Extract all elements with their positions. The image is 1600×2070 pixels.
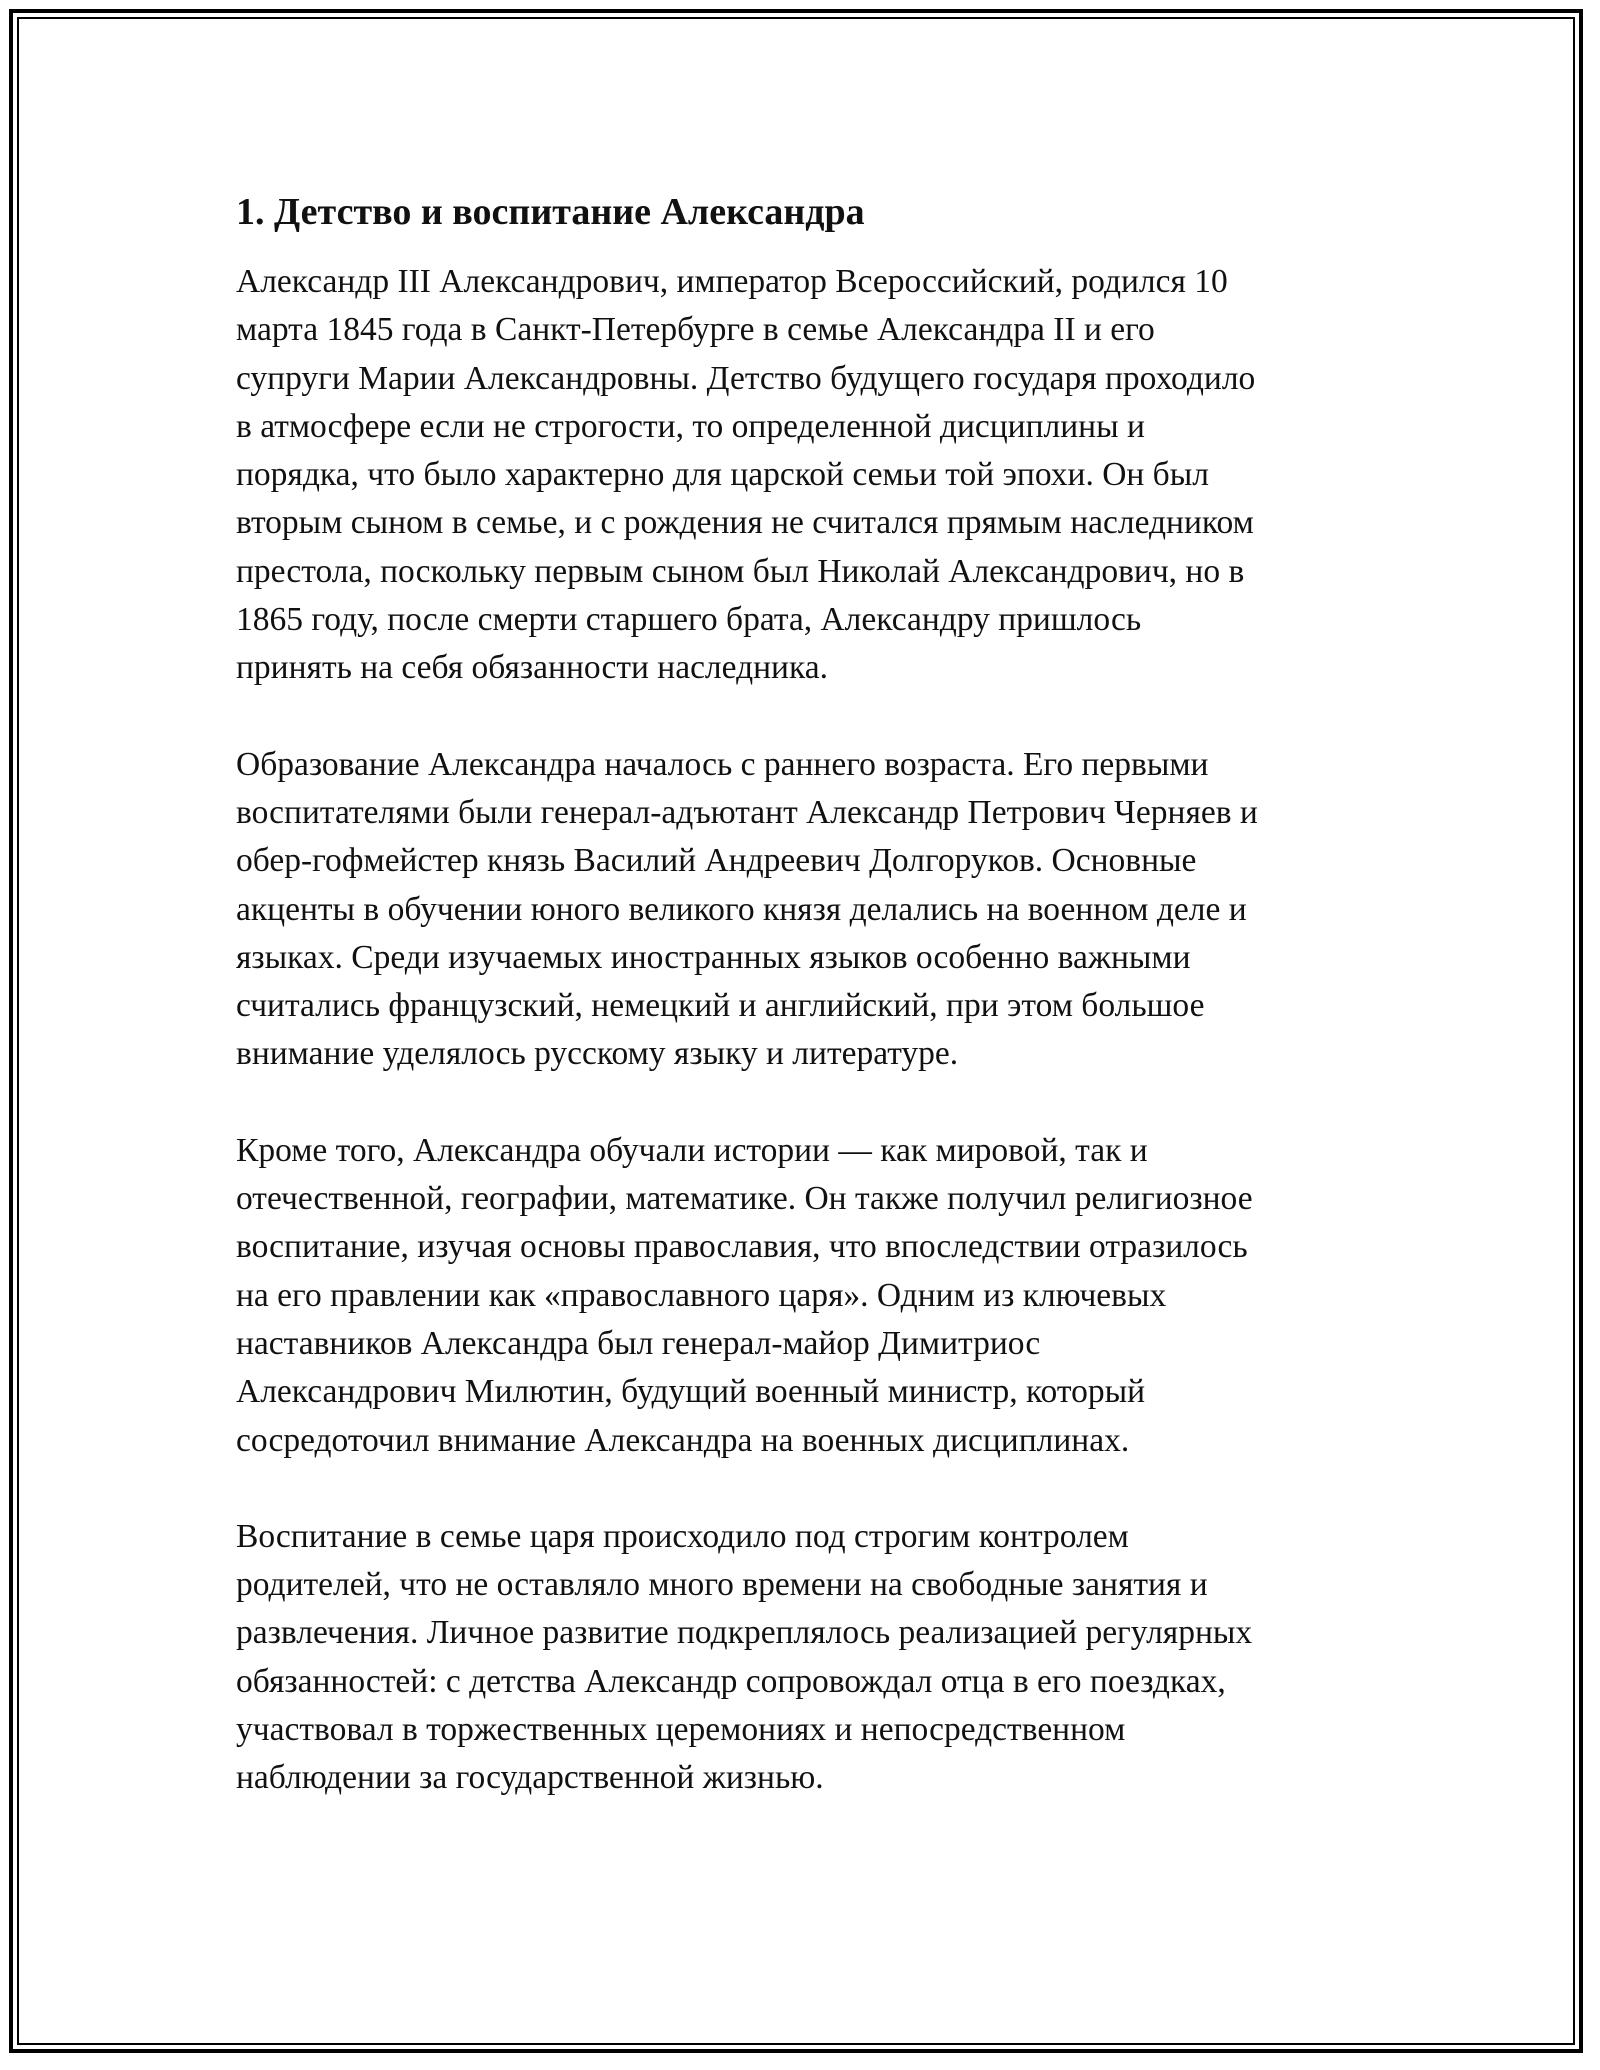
paragraph-3	[236, 1127, 1376, 1465]
text-line: воспитание, изучая основы православия, что впоследствии отразилось	[236, 1228, 1248, 1266]
text-line: 1865 году, после смерти старшего брата, Александру пришлось	[236, 601, 1142, 639]
text-line: Кроме того, Александра обучали истории — как мировой, так и	[236, 1131, 1148, 1169]
paragraph-4	[236, 1513, 1376, 1803]
text-line: престола, поскольку первым сыном был Николай Александрович, но в	[236, 552, 1245, 590]
text-line: супруги Марии Александровны. Детство будущего государя проходило	[236, 359, 1256, 397]
text-line: участвовал в торжественных церемониях и непосредственном	[236, 1711, 1126, 1749]
text-line: в атмосфере если не строгости, то определенной дисциплины и	[236, 407, 1145, 445]
text-line: воспитателями были генерал-адъютант Александр Петрович Черняев и	[236, 793, 1258, 831]
text-line: развлечения. Личное развитие подкреплялось реализацией регулярных	[236, 1614, 1253, 1652]
text-line: внимание уделялось русскому языку и литературе.	[236, 1035, 959, 1073]
text-line: акценты в обучении юного великого князя делались на военном деле и	[236, 890, 1247, 928]
text-line: языках. Среди изучаемых иностранных языков особенно важными	[236, 938, 1191, 976]
paragraph-1	[236, 258, 1376, 693]
text-line: отечественной, географии, математике. Он также получил религиозное	[236, 1180, 1253, 1218]
document-body	[236, 186, 1376, 1851]
text-line: родителей, что не оставляло много времени на свободные занятия и	[236, 1566, 1208, 1604]
paragraph-2	[236, 741, 1376, 1079]
text-line: марта 1845 года в Санкт-Петербурге в семье Александра II и его	[236, 311, 1155, 349]
text-line: сосредоточил внимание Александра на военных дисциплинах.	[236, 1421, 1130, 1459]
text-line: Воспитание в семье царя происходило под строгим контролем	[236, 1517, 1129, 1555]
text-line: обязанностей: с детства Александр сопровождал отца в его поездках,	[236, 1662, 1226, 1700]
text-line: порядка, что было характерно для царской семьи той эпохи. Он был	[236, 456, 1209, 494]
text-line: наставников Александра был генерал-майор Димитриос	[236, 1324, 1041, 1362]
text-line: Образование Александра началось с раннего возраста. Его первыми	[236, 745, 1209, 783]
text-line: принять на себя обязанности наследника.	[236, 649, 828, 687]
text-line: Александрович Милютин, будущий военный министр, который	[236, 1373, 1145, 1411]
text-line: Александр III Александрович, император Всероссийский, родился 10	[236, 263, 1228, 300]
text-line: вторым сыном в семье, и с рождения не считался прямым наследником	[236, 504, 1254, 542]
text-line: на его правлении как «православного царя». Одним из ключевых	[236, 1276, 1167, 1314]
text-line: считались французский, немецкий и английский, при этом большое	[236, 987, 1205, 1025]
section-heading: 1. Детство и воспитание Александра	[236, 191, 865, 233]
text-line: обер-гофмейстер князь Василий Андреевич Долгоруков. Основные	[236, 842, 1197, 880]
text-line: наблюдении за государственной жизнью.	[236, 1759, 824, 1797]
